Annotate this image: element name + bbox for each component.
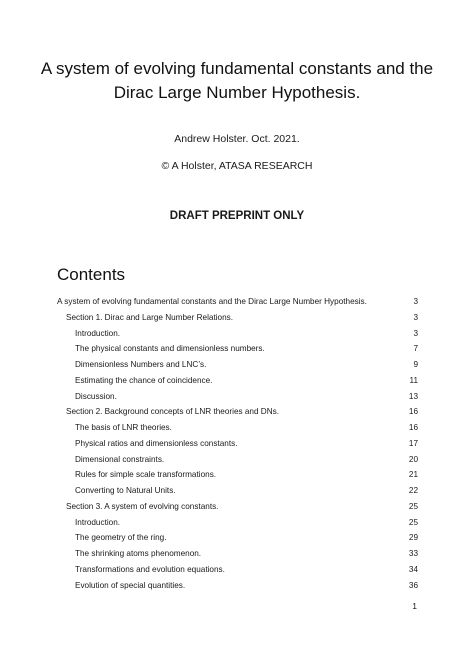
toc-entry-label[interactable]: The geometry of the ring. <box>75 533 167 543</box>
toc-entry-page[interactable]: 16 <box>408 407 418 417</box>
author-line: Andrew Holster. Oct. 2021. <box>174 133 300 145</box>
toc-entry[interactable] <box>57 564 418 580</box>
toc-entry-label[interactable]: Section 2. Background concepts of LNR theories and DNs. <box>66 407 279 417</box>
toc-entry-label[interactable]: Dimensional constraints. <box>75 454 165 464</box>
toc-entry[interactable] <box>57 375 418 391</box>
toc-entry[interactable] <box>57 359 418 375</box>
toc-entry-label[interactable]: The basis of LNR theories. <box>75 423 172 432</box>
toc-entry-page[interactable]: 11 <box>409 375 418 385</box>
toc-entry-label[interactable]: Evolution of special quantities. <box>75 580 186 590</box>
toc-entry[interactable] <box>57 391 418 407</box>
toc-entry-page[interactable]: 25 <box>408 517 418 527</box>
toc-entry[interactable] <box>57 532 418 548</box>
toc-entry[interactable] <box>57 485 418 501</box>
toc-entry-page[interactable]: 16 <box>408 423 418 432</box>
toc-entry-page[interactable]: 3 <box>413 328 418 338</box>
toc-entry-page[interactable]: 17 <box>408 438 418 448</box>
toc-entry-page[interactable]: 21 <box>408 470 418 480</box>
toc-entry-label[interactable]: Rules for simple scale transformations. <box>75 470 217 480</box>
toc-entry-label[interactable]: Estimating the chance of coincidence. <box>75 375 213 385</box>
toc-entry[interactable] <box>57 296 418 312</box>
toc-entry-label[interactable]: Physical ratios and dimensionless constants. <box>75 438 238 448</box>
toc-entry-label[interactable]: Converting to Natural Units. <box>75 486 176 495</box>
toc-entry[interactable] <box>57 454 418 470</box>
toc-entry-page[interactable]: 34 <box>408 564 418 574</box>
toc-entry[interactable] <box>57 406 418 422</box>
toc-entry[interactable] <box>57 312 418 328</box>
toc-entry[interactable] <box>57 517 418 533</box>
draft-notice: DRAFT PREPRINT ONLY <box>169 210 305 222</box>
toc-entry[interactable] <box>57 438 418 454</box>
toc-entry-page[interactable]: 29 <box>408 533 418 543</box>
toc-entry-label[interactable]: Introduction. <box>75 328 121 338</box>
toc-entry-page[interactable]: 3 <box>413 312 418 322</box>
toc-entry[interactable] <box>57 548 418 564</box>
toc-entry-page[interactable]: 3 <box>413 297 418 306</box>
toc-entry-label[interactable]: Introduction. <box>75 517 121 527</box>
toc-entry-page[interactable]: 25 <box>408 501 418 511</box>
document-title <box>40 57 434 105</box>
toc-entry-page[interactable]: 22 <box>408 486 418 495</box>
toc-entry[interactable] <box>57 422 418 438</box>
toc-entry-page[interactable]: 20 <box>408 454 418 464</box>
toc-entry-label[interactable]: Transformations and evolution equations. <box>75 564 225 574</box>
contents-heading: Contents <box>57 265 126 284</box>
toc-entry-label[interactable]: Section 1. Dirac and Large Number Relations. <box>66 312 234 322</box>
copyright-line: © A Holster, ATASA RESEARCH <box>161 160 313 172</box>
title-line-1: A system of evolving fundamental constants and the <box>40 59 434 78</box>
toc-entry-label[interactable]: Discussion. <box>75 391 117 401</box>
toc-entry[interactable] <box>57 580 418 596</box>
toc-entry-page[interactable]: 33 <box>408 549 418 558</box>
toc-entry-page[interactable]: 9 <box>413 360 418 369</box>
toc-entry-page[interactable]: 13 <box>408 391 418 401</box>
title-line-2: Dirac Large Number Hypothesis. <box>113 83 361 102</box>
toc-entry[interactable] <box>57 501 418 517</box>
toc-entry-page[interactable]: 7 <box>413 344 418 354</box>
toc-entry-label[interactable]: Section 3. A system of evolving constants. <box>66 501 219 511</box>
toc-entry[interactable] <box>57 328 418 344</box>
page-number: 1 <box>412 601 417 611</box>
toc-entry-label[interactable]: A system of evolving fundamental constants and the Dirac Large Number Hypothesis. <box>57 297 367 306</box>
table-of-contents <box>57 296 418 595</box>
toc-entry-label[interactable]: The shrinking atoms phenomenon. <box>75 549 202 558</box>
toc-entry-page[interactable]: 36 <box>408 580 418 590</box>
toc-entry-label[interactable]: Dimensionless Numbers and LNC’s. <box>75 360 207 369</box>
toc-entry[interactable] <box>57 469 418 485</box>
toc-entry[interactable] <box>57 343 418 359</box>
toc-entry-label[interactable]: The physical constants and dimensionless numbers. <box>75 344 265 354</box>
